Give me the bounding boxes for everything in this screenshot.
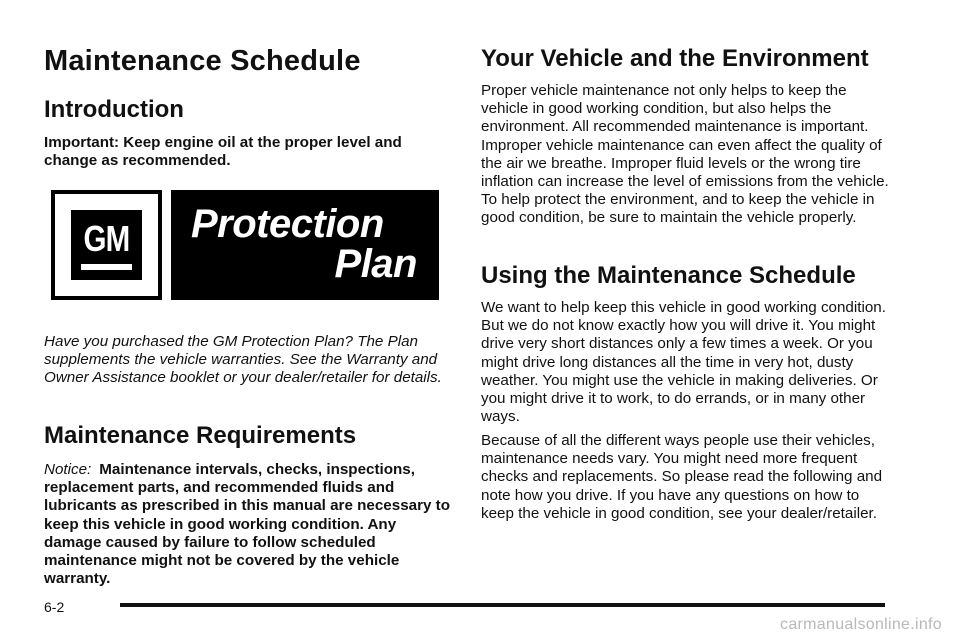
using-schedule-heading: Using the Maintenance Schedule [481,262,856,289]
important-note: Important: Keep engine oil at the proper level and change as recommended. [44,134,402,170]
footer-rule [120,603,885,607]
using-schedule-body-1: We want to help keep this vehicle in good working condition. But we do not know exactly how you will drive it. You might drive very short distances only a few times a week. Or you might drive long distances all the time in very hot, dusty weather. You might use the vehicle in making deliveries. Or you might drive it to work, to do errands, or in many other ways. [481,299,886,426]
notice-body: Maintenance intervals, checks, inspections, replacement parts, and recommended fluids and lubricants as prescribed in this manual are necessary to keep this vehicle in good working condition. Any damage caused by failure to follow scheduled maintenance might not be covered by the vehicle warranty. [44,461,451,588]
protection-plan-text: Have you purchased the GM Protection Plan? The Plan supplements the vehicle warranties. See the Warranty and Owner Assistance booklet or your dealer/retailer for details. [44,333,442,387]
environment-body: Proper vehicle maintenance not only helps to keep the vehicle in good working condition, but also helps the environment. All recommended maintenance is important. Improper vehicle maintenance can even affect the quality of the air we breathe. Improper fluid levels or the wrong tire inflation can increase the level of emissions from the vehicle. To help protect the environment, and to keep the vehicle in good condition, be sure to maintain the vehicle properly. [481,82,889,227]
notice-label: Notice: [44,461,92,478]
protection-plan-logo [171,190,439,300]
introduction-heading: Introduction [44,96,184,123]
page-number: 6-2 [44,599,65,615]
gm-logo [51,190,162,300]
watermark: carmanualsonline.info [780,616,942,633]
gm-protection-plan-logo [51,190,439,300]
maintenance-requirements-heading: Maintenance Requirements [44,422,357,449]
notice-paragraph [44,461,454,588]
using-schedule-body-2: Because of all the different ways people use their vehicles, maintenance needs vary. You might need more frequent checks and replacements. So please read the following and note how you drive. If you have any questions on how to keep the vehicle in good condition, see your dealer/retailer. [481,432,883,522]
gm-logo-text: GM [83,218,130,259]
page-title: Maintenance Schedule [44,45,361,77]
protection-plan-line2: Plan [334,242,417,286]
protection-plan-line1: Protection [191,202,384,246]
environment-heading: Your Vehicle and the Environment [481,45,869,72]
